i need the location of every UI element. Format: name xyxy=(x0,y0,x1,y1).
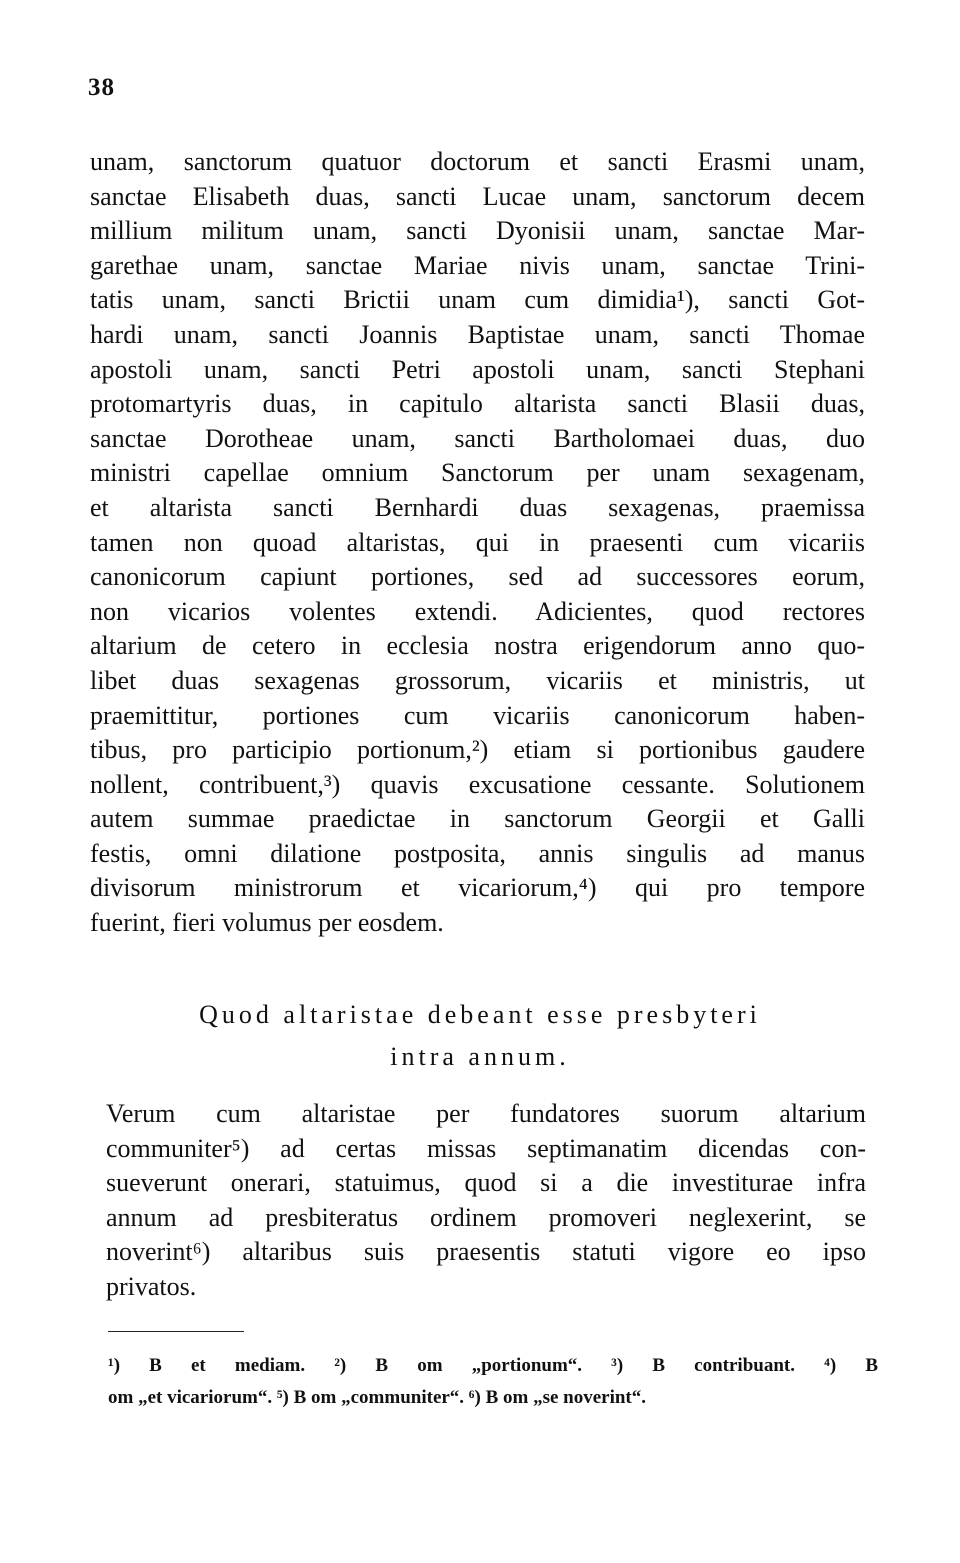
text-line: tibus, pro participio portionum,²) etiam si portionibus gaudere xyxy=(90,735,865,765)
text-line: divisorum ministrorum et vicariorum,⁴) qui pro tempore xyxy=(90,873,865,903)
text-line: tamen non quoad altaristas, qui in praesenti cum vicariis xyxy=(90,527,865,557)
text-line: sueverunt onerari, statuimus, quod si a die investiturae infra xyxy=(106,1168,866,1198)
main-paragraph xyxy=(90,145,865,941)
text-line: libet duas sexagenas grossorum, vicariis et ministris, ut xyxy=(90,665,865,695)
text-line: sanctae Dorotheae unam, sancti Bartholomaei duas, duo xyxy=(90,423,865,453)
text-line: communiter⁵) ad certas missas septimanatim dicendas con- xyxy=(106,1133,866,1163)
text-line: hardi unam, sancti Joannis Baptistae unam, sancti Thomae xyxy=(90,319,865,349)
text-line: altarium de cetero in ecclesia nostra erigendorum anno quo- xyxy=(90,631,865,661)
text-line: tatis unam, sancti Brictii unam cum dimidia¹), sancti Got- xyxy=(90,285,865,315)
text-line: unam, sanctorum quatuor doctorum et sancti Erasmi unam, xyxy=(90,147,865,176)
text-line: noverint⁶) altaribus suis praesentis statuti vigore eo ipso xyxy=(106,1237,866,1267)
text-line: canonicorum capiunt portiones, sed ad successores eorum, xyxy=(90,562,865,592)
footnotes xyxy=(108,1350,878,1414)
text-line: apostoli unam, sancti Petri apostoli unam, sancti Stephani xyxy=(90,354,865,384)
text-line: Verum cum altaristae per fundatores suorum altarium xyxy=(106,1099,866,1128)
text-line: sanctae Elisabeth duas, sancti Lucae unam, sanctorum decem xyxy=(90,181,865,211)
text-line: fuerint, fieri volumus per eosdem. xyxy=(90,908,444,938)
text-line: garethae unam, sanctae Mariae nivis unam, sanctae Trini- xyxy=(90,250,865,280)
second-paragraph xyxy=(106,1097,866,1305)
text-line: privatos. xyxy=(106,1271,197,1301)
text-line: ministri capellae omnium Sanctorum per unam sexagenam, xyxy=(90,458,865,488)
text-line: annum ad presbiteratus ordinem promoveri neglexerint, se xyxy=(106,1202,866,1232)
text-line: et altarista sancti Bernhardi duas sexagenas, praemissa xyxy=(90,492,865,522)
text-line: protomartyris duas, in capitulo altarista sancti Blasii duas, xyxy=(90,389,865,419)
section-heading-continued: intra annum. xyxy=(390,1042,570,1071)
footnote-rule xyxy=(108,1331,244,1332)
section-heading: Quod altaristae debeant esse presbyteri xyxy=(199,1000,761,1029)
text-line: non vicarios volentes extendi. Adicientes, quod rectores xyxy=(90,596,865,626)
text-line: millium militum unam, sancti Dyonisii unam, sanctae Mar- xyxy=(90,216,865,246)
text-line: autem summae praedictae in sanctorum Georgii et Galli xyxy=(90,804,865,834)
page-number: 38 xyxy=(88,74,115,101)
text-line: praemittitur, portiones cum vicariis canonicorum haben- xyxy=(90,700,865,730)
text-line: festis, omni dilatione postposita, annis singulis ad manus xyxy=(90,838,865,868)
footnote-line: ¹) B et mediam. ²) B om „portionum“. ³) B contribuant. ⁴) B xyxy=(108,1355,878,1376)
footnote-line: om „et vicariorum“. ⁵) B om „communiter“. ⁶) B om „se noverint“. xyxy=(108,1387,647,1408)
text-line: nollent, contribuent,³) quavis excusatione cessante. Solutionem xyxy=(90,769,865,799)
